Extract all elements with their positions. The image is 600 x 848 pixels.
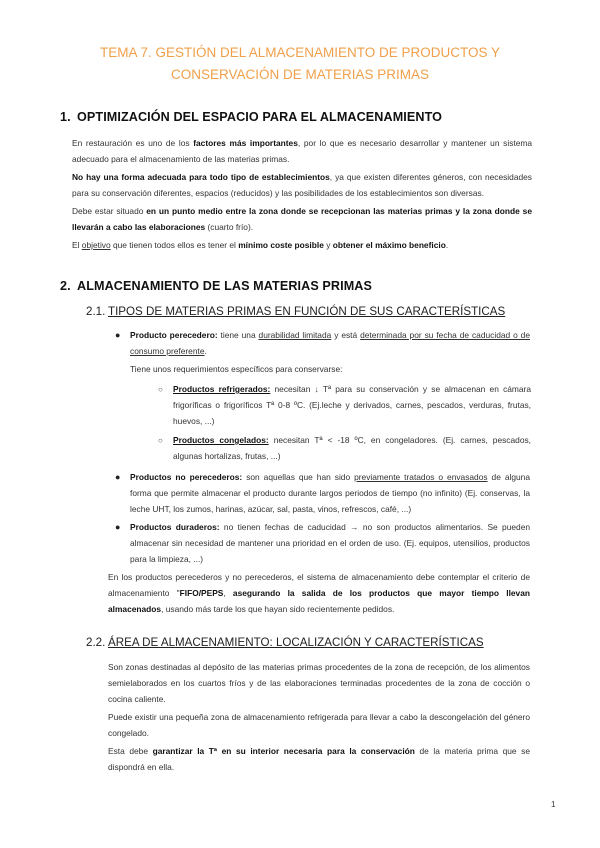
circle-bullet-icon: ○ <box>158 436 163 445</box>
bullet-productos-refrigerados: Productos refrigerados: necesitan ↓ Tª para su conservación y se almacenan en cámara frigoríficas o frigoríficos Tª 0-8 ºC. (Ej.leche y derivados, carnes, pescados, verduras, frutas, huevos, ...) <box>173 384 531 426</box>
bullet-icon: ● <box>115 522 121 532</box>
bullet-icon: ● <box>115 330 121 340</box>
circle-bullet-icon: ○ <box>158 385 163 394</box>
document-title: TEMA 7. GESTIÓN DEL ALMACENAMIENTO DE PRODUCTOS Y CONSERVACIÓN DE MATERIAS PRIMAS <box>99 45 501 82</box>
requirements-text: Tiene unos requerimientos específicos para conservarse: <box>130 364 343 374</box>
subsection-2-2-paragraph-3: Esta debe garantizar la Tª en su interior necesaria para la conservación de la materia prima que se dispondrá en ella. <box>108 746 531 772</box>
bullet-productos-congelados: Productos congelados: necesitan Tª < -18 ºC, en congeladores. (Ej. carnes, pescados, algunas hortalizas, frutas, ...) <box>173 435 531 461</box>
page-number: 1 <box>551 800 556 809</box>
section-1-paragraph-3: Debe estar situado en un punto medio entre la zona donde se recepcionan las materias primas y la zona donde se llevarán a cabo las elaboraciones (cuarto frío). <box>72 206 532 232</box>
section-1-heading: 1. OPTIMIZACIÓN DEL ESPACIO PARA EL ALMACENAMIENTO <box>60 110 443 124</box>
fifo-paragraph: En los productos perecederos y no perecederos, el sistema de almacenamiento debe contemplar el criterio de almacenamiento "FIFO/PEPS, asegurando la salida de los productos que mayor tiempo llevan almacenados, usando más tarde los que hayan sido recientemente pedidos. <box>108 572 530 614</box>
subsection-2-2-paragraph-2: Puede existir una pequeña zona de almacenamiento refrigerada para llevar a cabo la descongelación del género congelado. <box>108 712 530 738</box>
bullet-icon: ● <box>115 472 121 482</box>
bullet-productos-no-perecederos: Productos no perecederos: son aquellas que han sido previamente tratados o envasados de alguna forma que permite almacenar el producto durante largos periodos de tiempo (no infinito) (Ej. conservas, la leche UHT, los zumos, harinas, azúcar, sal, pasta, vinos, refrescos, café, ...) <box>130 472 531 514</box>
subsection-2-2-heading: 2.2. ÁREA DE ALMACENAMIENTO: LOCALIZACIÓN Y CARACTERÍSTICAS <box>86 636 484 649</box>
section-1-paragraph-1: En restauración es uno de los factores más importantes, por lo que es necesario desarrollar y mantener un sistema adecuado para el almacenamiento de las materias primas. <box>72 138 533 164</box>
subsection-2-1-heading: 2.1. TIPOS DE MATERIAS PRIMAS EN FUNCIÓN DE SUS CARACTERÍSTICAS <box>86 305 506 318</box>
section-1-paragraph-2: No hay una forma adecuada para todo tipo de establecimientos, ya que existen diferentes géneros, con necesidades para su conservación diferentes, espacios (reducidos) y las posibilidades de los establecimientos son diversas. <box>72 172 532 198</box>
section-2-heading: 2. ALMACENAMIENTO DE LAS MATERIAS PRIMAS <box>60 279 372 293</box>
section-1-paragraph-4: El objetivo que tienen todos ellos es tener el mínimo coste posible y obtener el máximo beneficio. <box>72 240 449 250</box>
bullet-producto-perecedero: Producto perecedero: tiene una durabilidad limitada y está determinada por su fecha de caducidad o de consumo preferente. <box>130 330 530 356</box>
bullet-productos-duraderos: Productos duraderos: no tienen fechas de caducidad → no son productos alimentarios. Se pueden almacenar sin necesidad de mantener una prioridad en el orden de uso. (Ej. equipos, utensilios, productos para la limpieza, ...) <box>130 522 531 564</box>
subsection-2-2-paragraph-1: Son zonas destinadas al depósito de las materias primas procedentes de la zona de recepción, de los alimentos semielaborados en los cuartos fríos y de las elaboraciones terminadas procedentes de la zona de cocción o cocina caliente. <box>108 662 530 704</box>
